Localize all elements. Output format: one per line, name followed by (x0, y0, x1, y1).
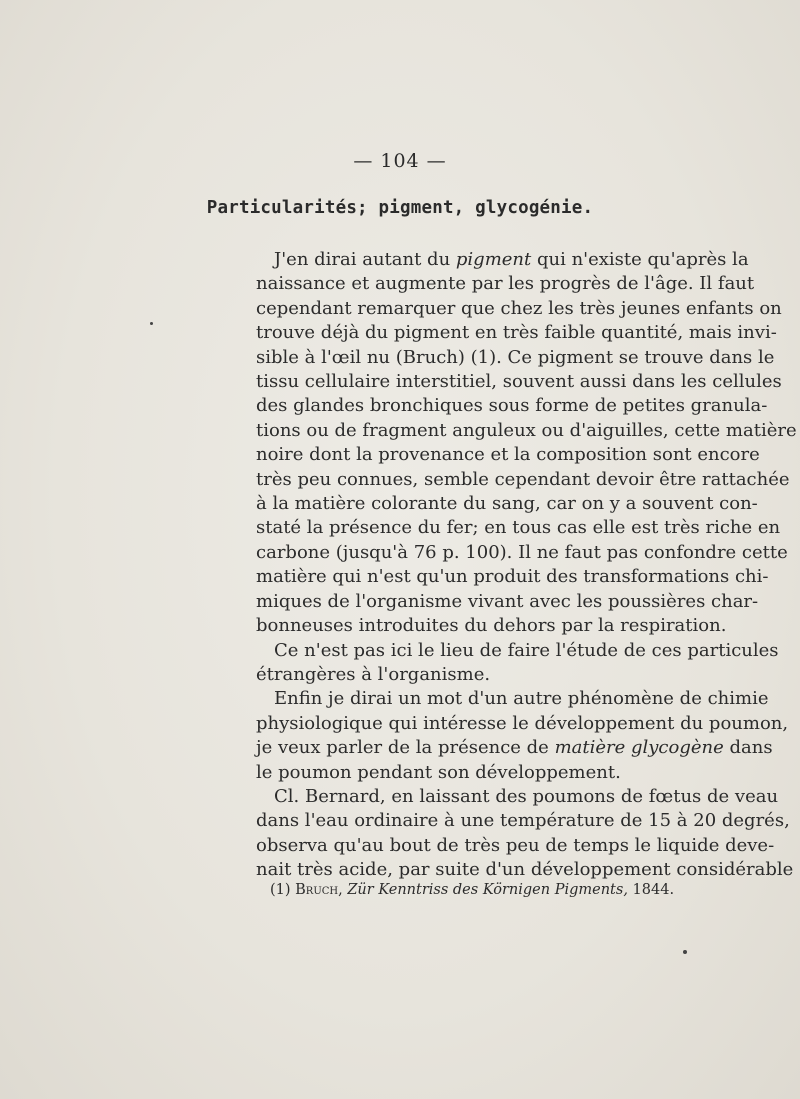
text-run: je veux parler de la présence de (256, 737, 555, 759)
text-line (256, 858, 794, 882)
text-run: qui n'existe qu'après la (531, 249, 749, 270)
text-line (256, 736, 773, 760)
italic-term: pigment (455, 249, 532, 270)
text-line (256, 663, 676, 687)
text-line (256, 394, 768, 418)
text-run: étrangères à l'organisme. (256, 663, 491, 685)
text-run: tions ou de fragment anguleux ou d'aiguilles, cette matière (256, 419, 797, 441)
text-line (256, 516, 781, 540)
text-run: naissance et augmente par les progrès de l'âge. Il faut (256, 273, 755, 295)
text-line (256, 614, 727, 638)
text-run: dans (723, 737, 773, 759)
footnote-title: Zür Kenntriss des Körnigen Pigments, (347, 882, 628, 898)
text-run: très peu connues, semble cependant devoir être rattachée (256, 468, 790, 490)
text-run: matière qui n'est qu'un produit des transformations chi- (256, 566, 769, 588)
text-run: observa qu'au bout de très peu de temps le liquide deve- (256, 834, 775, 856)
text-run: à la matière colorante du sang, car on y a souvent con- (256, 493, 758, 515)
text-line (256, 712, 789, 736)
text-run: le poumon pendant son développement. (256, 761, 621, 783)
text-line (256, 565, 769, 589)
text-run: Cl. Bernard, en laissant des poumons de fœtus de veau (274, 785, 779, 807)
text-run: carbone (jusqu'à 76 p. 100). Il ne faut pas confondre cette (256, 541, 788, 563)
text-run: dans l'eau ordinaire à une température de 15 à 20 degrés, (256, 810, 790, 832)
text-run: physiologique qui intéresse le développement du poumon, (256, 712, 789, 734)
text-line (256, 297, 782, 321)
text-line (256, 687, 769, 711)
text-line (256, 590, 759, 614)
paragraph (256, 687, 789, 785)
page-number: — 104 — (353, 150, 447, 172)
text-line (256, 443, 760, 467)
text-run: J'en dirai autant du (274, 249, 456, 270)
footnote (270, 882, 690, 898)
text-line (256, 809, 790, 833)
text-run: des glandes bronchiques sous forme de petites granula- (256, 395, 768, 417)
text-run: tissu cellulaire interstitiel, souvent aussi dans les cellules (256, 371, 782, 393)
text-line (256, 468, 790, 492)
footnote-author: Bruch, (295, 882, 343, 898)
text-run: Enfin je dirai un mot d'un autre phénomène de chimie (274, 688, 769, 710)
text-run: bonneuses introduites du dehors par la respiration. (256, 615, 727, 637)
text-run: noire dont la provenance et la composition sont encore (256, 444, 760, 466)
text-line (256, 321, 777, 345)
paragraph (256, 785, 794, 883)
section-title: Particularités; pigment, glycogénie. (206, 198, 594, 218)
text-run: sible à l'œil nu (Bruch) (1). Ce pigment se trouve dans le (256, 346, 775, 368)
text-run: nait très acide, par suite d'un développement considérable (256, 859, 794, 881)
text-line (256, 370, 782, 394)
italic-term: matière glycogène (554, 737, 724, 759)
body-text (256, 248, 797, 883)
text-line (256, 419, 797, 443)
footnote-number: (1) (270, 882, 291, 898)
footnote-year: 1844. (632, 882, 675, 898)
paragraph (256, 248, 797, 639)
ink-speck (683, 950, 687, 954)
text-line (256, 492, 758, 516)
text-run: miques de l'organisme vivant avec les poussières char- (256, 590, 759, 612)
text-line (256, 248, 749, 272)
paragraph (256, 639, 779, 688)
text-run: staté la présence du fer; en tous cas elle est très riche en (256, 517, 781, 539)
text-run: cependant remarquer que chez les très jeunes enfants on (256, 297, 782, 319)
text-line (256, 785, 779, 809)
text-line (256, 761, 676, 785)
text-line (256, 639, 779, 663)
ink-speck (150, 322, 153, 325)
text-line (256, 272, 755, 296)
text-run: trouve déjà du pigment en très faible quantité, mais invi- (256, 322, 777, 344)
text-line (256, 834, 775, 858)
text-line (256, 541, 788, 565)
text-line (256, 346, 775, 370)
text-run: Ce n'est pas ici le lieu de faire l'étude de ces particules (274, 639, 779, 661)
